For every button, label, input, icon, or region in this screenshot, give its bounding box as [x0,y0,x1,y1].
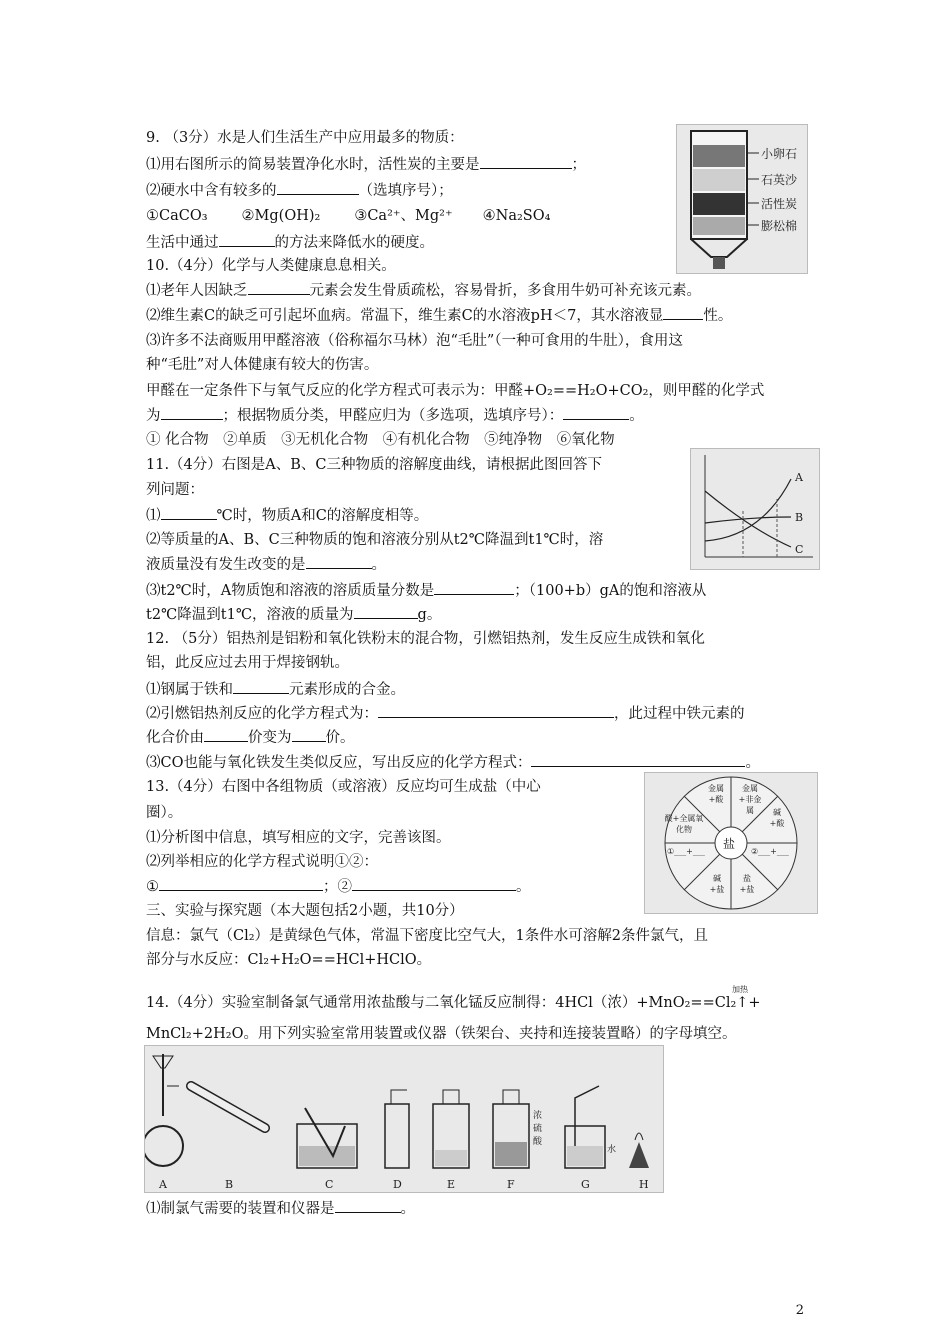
q14-head: 14.（4分）实验室制备氯气通常用浓盐酸与二氧化锰反应制得：4HCl（浓）+MnO₂==Cl₂↑+ 加热 [146,993,761,1013]
segment-label: 碱+盐 [709,874,725,894]
q13-part3: ① ；② 。 [146,876,531,897]
q14-part1: ⑴制氯气需要的装置和仪器是 。 [146,1198,415,1219]
q11-part1: ⑴ ℃时，物质A和C的溶解度相等。 [146,505,428,526]
q12-part2: ⑵引燃铝热剂反应的化学方程式为： ，此过程中铁元素的 [146,703,745,724]
heat-condition: 加热 [732,985,748,994]
apparatus-e-label: E [447,1178,456,1191]
q13-part2: ⑵列举相应的化学方程式说明①②： [146,854,378,870]
q13-part1: ⑴分析图中信息，填写相应的文字，完善该图。 [146,830,451,846]
q10-part2: ⑵维生素C的缺乏可引起坏血病。常温下，维生素C的水溶液pH＜7，其水溶液显 性。 [146,305,732,326]
salt-center-label: 盐 [723,837,736,851]
page-number: 2 [795,1303,804,1318]
segment-label: 盐+盐 [739,874,755,894]
q12-part4: ⑶CO也能与氧化铁发生类似反应，写出反应的化学方程式： 。 [146,752,760,773]
q10-part3: ⑶许多不法商贩用甲醛溶液（俗称福尔马林）泡“毛肚”（一种可食用的牛肚），食用这 [146,333,683,349]
q9-part3: 生活中通过 的方法来降低水的硬度。 [146,232,434,253]
segment-label: 酸+全属氧化物 [664,814,704,834]
segment-label: 碱+酸 [769,808,785,828]
q14-head2: MnCl₂+2H₂O。用下列实验室常用装置或仪器（铁架台、夹持和连接装置略）的字母填空。 [146,1026,737,1042]
q11-head2: 列问题： [146,482,204,498]
apparatus-a-label: A [159,1178,167,1191]
q11-part3: ⑶t2℃时，A物质饱和溶液的溶质质量分数是 ；（100+b）gA的饱和溶液从 [146,580,706,601]
salt-wheel-figure [644,772,818,914]
apparatus-g-label: G [581,1178,590,1191]
q10-part5: 为 ；根据物质分类，甲醛应归为（多选项，选填序号）： 。 [146,405,644,426]
q12-part3: 化合价由 价变为 价。 [146,727,355,748]
q10-part4: 甲醛在一定条件下与氧气反应的化学方程式可表示为：甲醛+O₂==H₂O+CO₂，则甲醛的化学式 [146,383,765,399]
label-activated-carbon: 活性炭 [761,197,798,211]
section3-info: 信息：氯气（Cl₂）是黄绿色气体，常温下密度比空气大，1条件水可溶解2条件氯气，且 [146,928,708,944]
apparatus-b-label: B [225,1178,234,1191]
curve-a-label: A [795,471,803,484]
apparatus-d-label: D [393,1178,402,1191]
water-label: 水 [607,1145,617,1155]
q12-part1: ⑴钢属于铁和 元素形成的合金。 [146,679,405,700]
q12-head: 12. （5分）铝热剂是铝粉和氧化铁粉末的混合物，引燃铝热剂，发生反应生成铁和氧化 [146,631,705,647]
segment-label: ②___+___ [751,847,789,856]
apparatus-figure [144,1045,664,1193]
q10-part1: ⑴老年人因缺乏 元素会发生骨质疏松，容易骨折，多食用牛奶可补充该元素。 [146,280,701,301]
segment-label: 金属+酸 [708,784,724,804]
q13-head: 13.（4分）右图中各组物质（或溶液）反应均可生成盐（中心 [146,779,541,795]
apparatus-c-label: C [325,1178,334,1191]
curve-b-label: B [795,511,804,524]
q11-head: 11.（4分）右图是A、B、C三种物质的溶解度曲线，请根据此图回答下 [146,457,603,473]
q9-part1: ⑴用右图所示的简易装置净化水时，活性炭的主要是 ； [146,154,586,175]
conc-sulfuric-acid-label: 浓硫酸 [533,1111,543,1147]
curve-c-label: C [795,543,804,556]
label-cotton: 膨松棉 [761,219,798,233]
q9-head: 9. （3分）水是人们生活生产中应用最多的物质： [146,130,464,146]
section3-info2: 部分与水反应：Cl₂+H₂O==HCl+HClO。 [146,952,432,968]
q10-head: 10.（4分）化学与人类健康息息相关。 [146,258,396,274]
q11-part2b: 液质量没有发生改变的是 。 [146,554,386,575]
section3-title: 三、实验与探究题（本大题包括2小题，共10分） [146,903,464,919]
label-quartz-sand: 石英沙 [761,173,798,187]
q9-options: ①CaCO₃ ②Mg(OH)₂ ③Ca²⁺、Mg²⁺ ④Na₂SO₄ [146,208,551,224]
water-filter-figure [676,124,808,274]
q13-head2: 圈）。 [146,805,183,821]
q10-part3b: 种“毛肚”对人体健康有较大的伤害。 [146,357,379,373]
segment-label: 金属+非金属 [738,784,762,815]
q10-options: ① 化合物 ②单质 ③无机化合物 ④有机化合物 ⑤纯净物 ⑥氧化物 [146,432,615,448]
q11-part2: ⑵等质量的A、B、C三种物质的饱和溶液分别从t2℃降温到t1℃时，溶 [146,532,604,548]
apparatus-f-label: F [507,1178,515,1191]
label-pebbles: 小卵石 [761,147,798,161]
q12-head2: 铝，此反应过去用于焊接钢轨。 [146,655,349,671]
apparatus-diagram [145,1046,663,1192]
apparatus-h-label: H [639,1178,649,1191]
q9-part2: ⑵硬水中含有较多的 （选填序号）； [146,180,453,201]
solubility-figure [690,448,820,570]
q11-part4: t2℃降温到t1℃，溶液的质量为 g。 [146,604,441,625]
segment-label: ①___+___ [667,847,705,856]
